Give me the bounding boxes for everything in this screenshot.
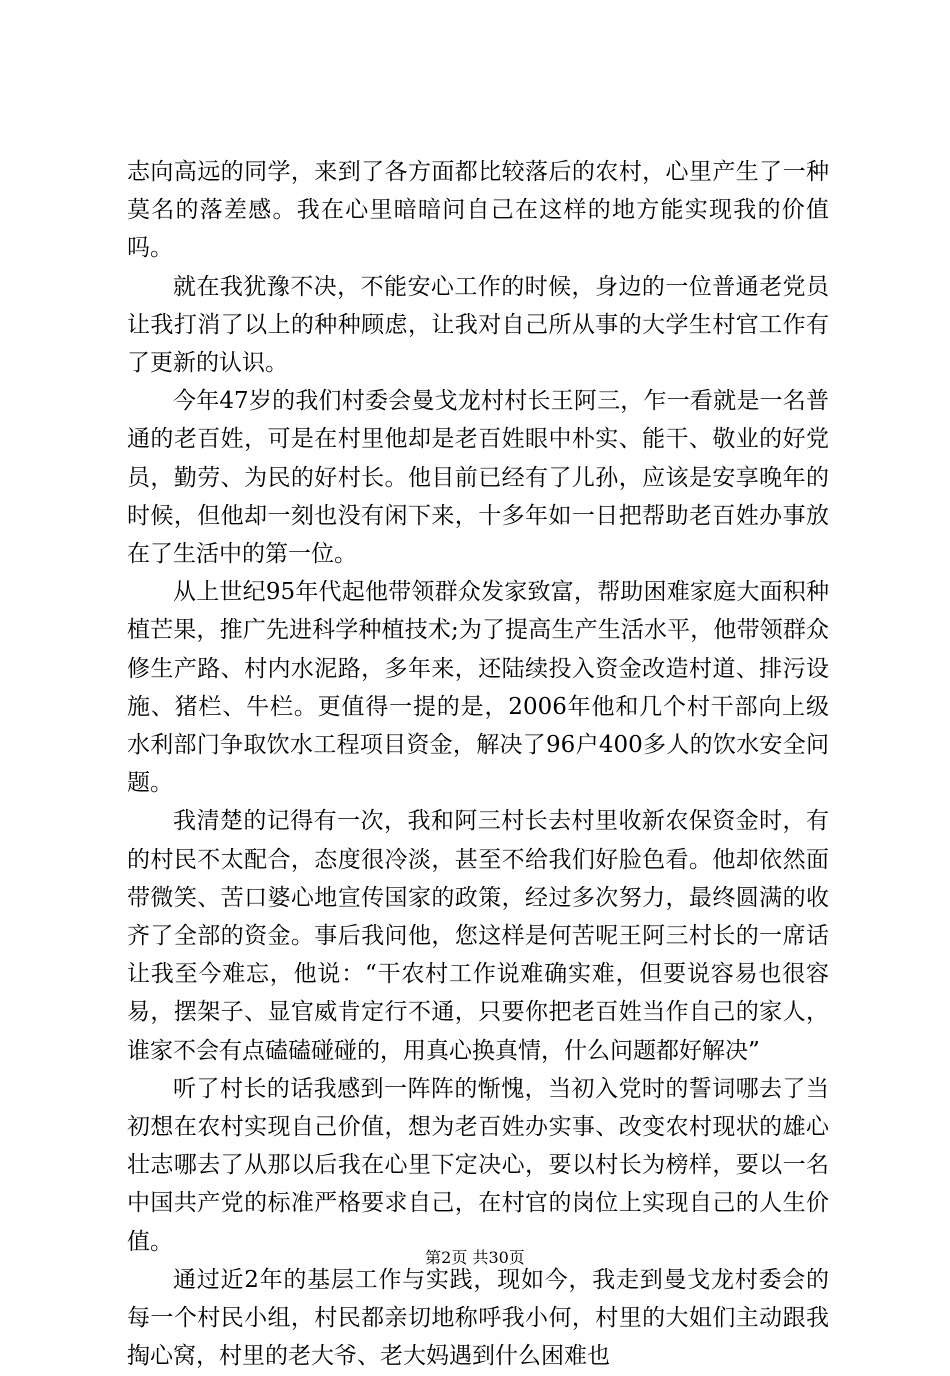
paragraph-5: 我清楚的记得有一次，我和阿三村长去村里收新农保资金时，有的村民不太配合，态度很冷淡，甚至不给我们好脸色看。他却依然面带微笑、苦口婆心地宣传国家的政策，经过多次努力，最终圆满的收齐了全部的资金。事后我问他，您这样是何苦呢王阿三村长的一席话让我至今难忘，他说：“干农村工作说难确实难，但要说容易也很容易，摆架子、显官威肯定行不通，只要你把老百姓当作自己的家人，谁家不会有点磕磕碰碰的，用真心换真情，什么问题都好解决”	[127, 808, 829, 1064]
paragraph-6: 听了村长的话我感到一阵阵的惭愧，当初入党时的誓词哪去了当初想在农村实现自己价值，想为老百姓办实事、改变农村现状的雄心壮志哪去了从那以后我在心里下定决心，要以村长为榜样，要以一名中国共产党的标准严格要求自己，在村官的岗位上实现自己的人生价值。	[127, 1075, 829, 1255]
paragraph-7: 通过近2年的基层工作与实践，现如今，我走到曼戈龙村委会的每一个村民小组，村民都亲切地称呼我小何，村里的大姐们主动跟我掏心窝，村里的老大爷、老大妈遇到什么困难也	[127, 1266, 829, 1370]
paragraph-1: 志向高远的同学，来到了各方面都比较落后的农村，心里产生了一种莫名的落差感。我在心里暗暗问自己在这样的地方能实现我的价值吗。	[127, 159, 829, 262]
page-footer: 第2页 共30页	[425, 1248, 525, 1267]
document-body	[127, 153, 829, 1376]
paragraph-4: 从上世纪95年代起他带领群众发家致富，帮助困难家庭大面积种植芒果，推广先进科学种植技术;为了提高生产生活水平，他带领群众修生产路、村内水泥路，多年来，还陆续投入资金改造村道、排污设施、猪栏、牛栏。更值得一提的是，2006年他和几个村干部向上级水利部门争取饮水工程项目资金，解决了96户400多人的饮水安全问题。	[127, 579, 829, 797]
paragraph-3: 今年47岁的我们村委会曼戈龙村村长王阿三，乍一看就是一名普通的老百姓，可是在村里他却是老百姓眼中朴实、能干、敬业的好党员，勤劳、为民的好村长。他目前已经有了儿孙，应该是安享晚年的时候，但他却一刻也没有闲下来，十多年如一日把帮助老百姓办事放在了生活中的第一位。	[127, 388, 829, 568]
paragraph-2: 就在我犹豫不决，不能安心工作的时候，身边的一位普通老党员让我打消了以上的种种顾虑，让我对自己所从事的大学生村官工作有了更新的认识。	[127, 273, 829, 377]
